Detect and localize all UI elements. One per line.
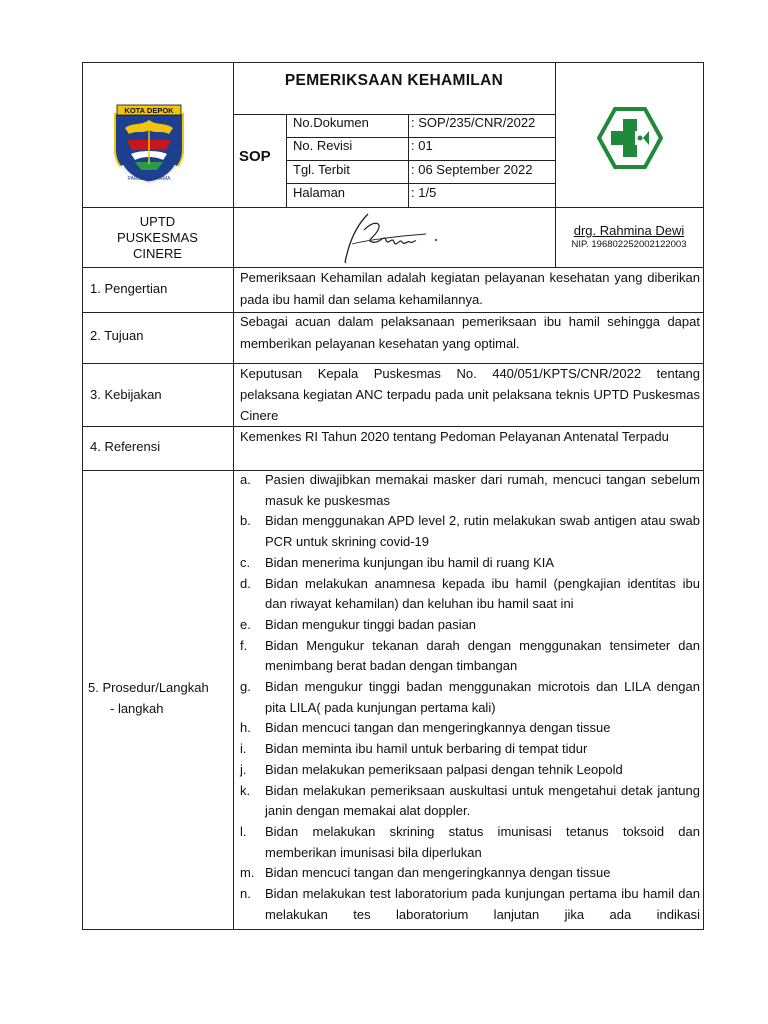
item-marker: d. bbox=[240, 575, 251, 591]
procedure-item bbox=[240, 760, 700, 781]
procedure-item bbox=[240, 718, 700, 739]
meta-label-revision: No. Revisi bbox=[293, 138, 353, 153]
item-marker: i. bbox=[240, 741, 247, 757]
section-label-pengertian: 1. Pengertian bbox=[90, 281, 168, 296]
item-marker: l. bbox=[240, 823, 247, 839]
item-text: Bidan melakukan anamnesa kepada ibu hamil (pengkajian identitas ibu dan riwayat kehamilan) dan keluhan ibu hamil saat ini bbox=[265, 575, 700, 612]
sop-label: SOP bbox=[239, 148, 271, 165]
section-text-pengertian: Pemeriksaan Kehamilan adalah kegiatan pelayanan kesehatan yang diberikan pada ibu hamil dan selama kehamilannya. bbox=[240, 270, 700, 307]
item-marker: f. bbox=[240, 637, 248, 653]
procedure-item bbox=[240, 884, 700, 925]
section-text-referensi: Kemenkes RI Tahun 2020 tentang Pedoman Pelayanan Antenatal Terpadu bbox=[240, 429, 669, 444]
item-text: Bidan mengukur tinggi badan pasian bbox=[265, 616, 477, 632]
procedure-list bbox=[240, 470, 700, 925]
divider bbox=[555, 62, 556, 207]
prosedur-label-line: - langkah bbox=[110, 701, 164, 716]
section-label-referensi: 4. Referensi bbox=[90, 439, 161, 454]
item-marker: b. bbox=[240, 513, 251, 529]
item-marker: j. bbox=[240, 761, 247, 777]
section-label-kebijakan: 3. Kebijakan bbox=[90, 387, 162, 402]
procedure-item bbox=[240, 677, 700, 718]
meta-label-issue-date: Tgl. Terbit bbox=[293, 162, 350, 177]
procedure-item bbox=[240, 470, 700, 511]
divider bbox=[82, 207, 704, 208]
item-marker: c. bbox=[240, 554, 251, 570]
organization-name bbox=[82, 214, 233, 262]
meta-value-revision: : 01 bbox=[411, 138, 433, 153]
procedure-item bbox=[240, 511, 700, 552]
divider bbox=[286, 183, 556, 184]
section-label-tujuan: 2. Tujuan bbox=[90, 328, 144, 343]
item-text: Bidan Mengukur tekanan darah dengan menggunakan tensimeter dan menimbang berat badan dengan timbangan bbox=[265, 637, 700, 674]
section-text-tujuan: Sebagai acuan dalam pelaksanaan pemeriksaan ibu hamil sehingga dapat memberikan pelayanan kesehatan yang optimal. bbox=[240, 314, 700, 351]
section-label-prosedur bbox=[88, 677, 209, 719]
org-line: UPTD bbox=[139, 214, 176, 229]
meta-value-doc-number: : SOP/235/CNR/2022 bbox=[411, 115, 536, 130]
signatory-name: drg. Rahmina Dewi bbox=[573, 223, 685, 238]
procedure-item bbox=[240, 553, 700, 574]
item-text: Bidan melakukan pemeriksaan auskultasi untuk mengetahui detak jantung janin dengan memakai alat doppler. bbox=[265, 782, 700, 819]
item-marker: m. bbox=[240, 865, 255, 881]
signatory-nip: NIP. 196802252002122003 bbox=[571, 239, 687, 250]
procedure-item bbox=[240, 863, 700, 884]
divider bbox=[233, 62, 234, 930]
meta-label-doc-number: No.Dokumen bbox=[293, 115, 369, 130]
org-line: CINERE bbox=[132, 246, 183, 261]
meta-value-page: : 1/5 bbox=[411, 185, 437, 200]
item-text: Bidan menerima kunjungan ibu hamil di ruang KIA bbox=[265, 554, 555, 570]
item-text: Bidan mencuci tangan dan mengeringkannya dengan tissue bbox=[265, 720, 611, 736]
item-text: Bidan mengukur tinggi badan menggunakan microtois dan LILA dengan pita LILA( pada kunjungan pertama kali) bbox=[265, 679, 700, 715]
item-marker: a. bbox=[240, 472, 251, 487]
org-line: PUSKESMAS bbox=[117, 230, 198, 245]
item-text: Bidan mencuci tangan dan mengeringkannya dengan tissue bbox=[265, 865, 611, 881]
svg-text:PARCARA DARMA: PARCARA DARMA bbox=[127, 176, 171, 182]
signature bbox=[338, 210, 448, 266]
section-text-kebijakan: Keputusan Kepala Puskesmas No. 440/051/KPTS/CNR/2022 tentang pelaksana kegiatan ANC terpadu pada unit pelaksana teknis UPTD Puskesmas Cinere bbox=[240, 366, 700, 423]
puskesmas-logo bbox=[597, 107, 663, 169]
item-marker: k. bbox=[240, 782, 251, 798]
kota-depok-logo bbox=[111, 104, 187, 186]
item-text: Pasien diwajibkan memakai masker dari rumah, mencuci tangan sebelum masuk ke puskesmas bbox=[265, 472, 700, 508]
procedure-item bbox=[240, 822, 700, 863]
item-marker: e. bbox=[240, 616, 251, 632]
item-marker: n. bbox=[240, 886, 251, 902]
item-marker: h. bbox=[240, 720, 251, 736]
document-title: PEMERIKSAAN KEHAMILAN bbox=[284, 72, 504, 89]
prosedur-label-line: 5. Prosedur/Langkah bbox=[88, 680, 209, 695]
procedure-item bbox=[240, 739, 700, 760]
item-text: Bidan menggunakan APD level 2, rutin melakukan swab antigen atau swab PCR untuk skrining covid-19 bbox=[265, 513, 700, 550]
procedure-item bbox=[240, 615, 700, 636]
svg-text:KOTA DEPOK: KOTA DEPOK bbox=[124, 106, 174, 115]
item-text: Bidan melakukan pemeriksaan palpasi dengan tehnik Leopold bbox=[265, 761, 623, 777]
meta-label-page: Halaman bbox=[293, 185, 346, 200]
divider bbox=[286, 160, 556, 161]
procedure-item bbox=[240, 781, 700, 822]
item-text: Bidan melakukan skrining status imunisasi tetanus toksoid dan memberikan imunisasi bila diperlukan bbox=[265, 823, 700, 860]
item-marker: g. bbox=[240, 679, 251, 695]
meta-value-issue-date: : 06 September 2022 bbox=[411, 162, 533, 177]
item-text: Bidan meminta ibu hamil untuk berbaring di tempat tidur bbox=[265, 741, 588, 757]
procedure-item bbox=[240, 574, 700, 615]
procedure-item bbox=[240, 636, 700, 677]
item-text: Bidan melakukan test laboratorium pada kunjungan pertama ibu hamil dan melakukan tes laboratorium lanjutan jika ada indikasi bbox=[265, 886, 700, 922]
